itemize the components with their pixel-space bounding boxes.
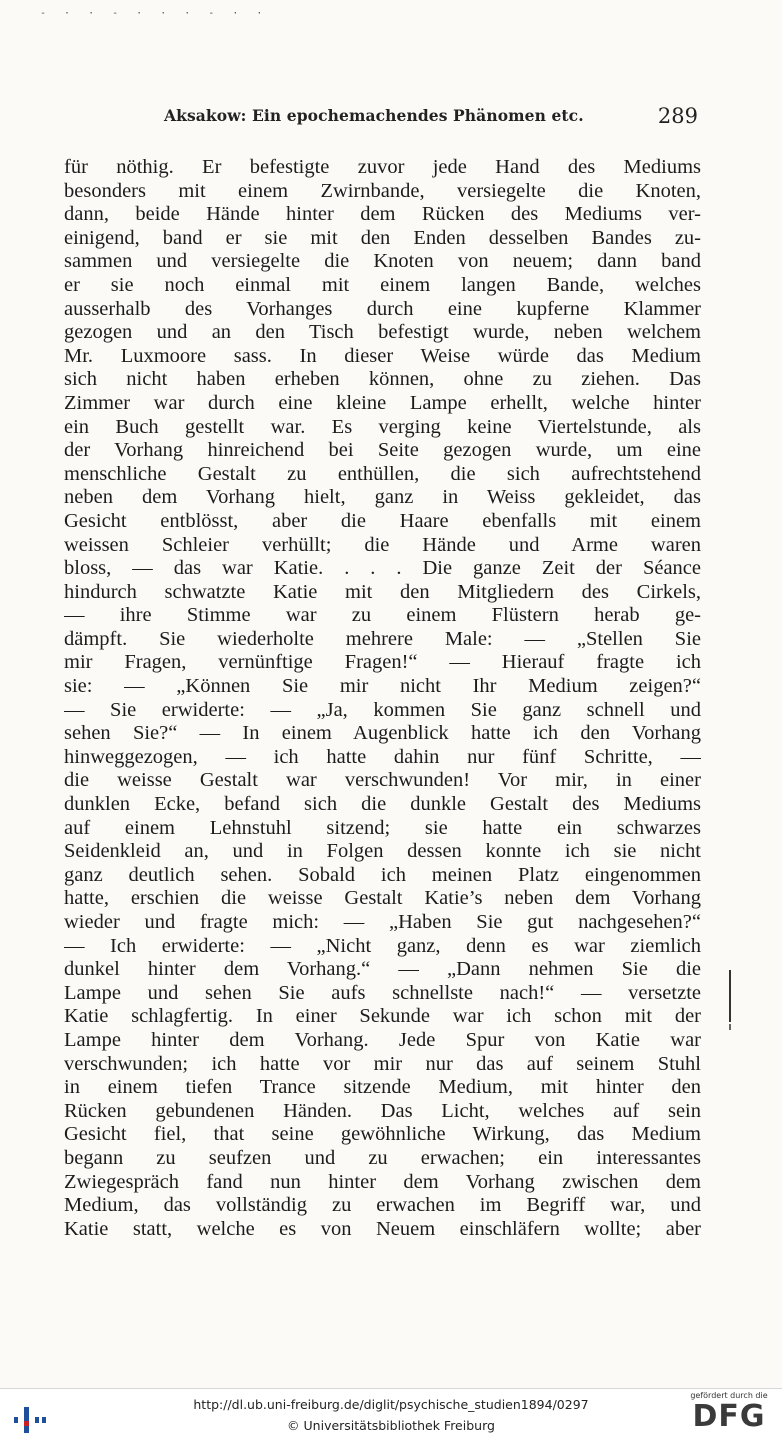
source-url[interactable]: http://dl.ub.uni-freiburg.de/diglit/psychische_studien1894/0297: [193, 1397, 589, 1412]
dfg-logo-icon: [686, 1391, 772, 1437]
text-line: begann zu seufzen und zu erwachen; ein interessantes: [64, 1146, 701, 1169]
text-line: Lampe und sehen Sie aufs schnellste nach!“ — versetzte: [64, 981, 701, 1004]
page-number: 289: [657, 104, 698, 128]
text-line: Lampe hinter dem Vorhang. Jede Spur von Katie war: [64, 1028, 701, 1051]
text-line: dämpft. Sie wiederholte mehrere Male: — „Stellen Sie: [64, 627, 701, 650]
margin-mark-dot: [729, 1024, 731, 1030]
text-line: einigend, band er sie mit den Enden desselben Bandes zu-: [64, 226, 701, 249]
text-line: menschliche Gestalt zu enthüllen, die sich aufrechtstehend: [64, 462, 701, 485]
text-line: — Sie erwiderte: — „Ja, kommen Sie ganz schnell und: [64, 698, 701, 721]
copyright-notice: © Universitätsbibliothek Freiburg: [287, 1418, 495, 1433]
text-line: gezogen und an den Tisch befestigt wurde, neben welchem: [64, 321, 701, 344]
text-line: — ihre Stimme war zu einem Flüstern herab ge-: [64, 604, 701, 627]
dfg-logo-text: DFG: [692, 1399, 766, 1434]
text-line: hindurch schwatzte Katie mit den Mitgliedern des Cirkels,: [64, 580, 701, 603]
text-line: ganz deutlich sehen. Sobald ich meinen Platz eingenommen: [64, 863, 701, 886]
text-line: bloss, — das war Katie. . . . Die ganze Zeit der Séance: [64, 557, 701, 580]
text-line: verschwunden; ich hatte vor mir nur das auf seinem Stuhl: [64, 1052, 701, 1075]
text-line: Mr. Luxmoore sass. In dieser Weise würde das Medium: [64, 344, 701, 367]
text-line: hatte, erschien die weisse Gestalt Katie’s neben dem Vorhang: [64, 887, 701, 910]
text-line: Seidenkleid an, und in Folgen dessen konnte ich sie nicht: [64, 840, 701, 863]
dfg-caption: gefördert durch die: [690, 1391, 768, 1400]
text-line: sie: — „Können Sie mir nicht Ihr Medium zeigen?“: [64, 675, 701, 698]
text-line: — Ich erwiderte: — „Nicht ganz, denn es war ziemlich: [64, 934, 701, 957]
text-line: sich nicht haben erheben können, ohne zu ziehen. Das: [64, 368, 701, 391]
text-line: Katie schlagfertig. In einer Sekunde war ich schon mit der: [64, 1005, 701, 1028]
text-line: Medium, das vollständig zu erwachen im Begriff war, und: [64, 1194, 701, 1217]
margin-mark: [729, 970, 731, 1022]
text-line: besonders mit einem Zwirnbande, versiegelte die Knoten,: [64, 179, 701, 202]
text-line: Rücken gebundenen Händen. Das Licht, welches auf sein: [64, 1099, 701, 1122]
viewer-footer: [0, 1388, 782, 1441]
text-line: ausserhalb des Vorhanges durch eine kupferne Klammer: [64, 297, 701, 320]
text-line: die weisse Gestalt war verschwunden! Vor mir, in einer: [64, 769, 701, 792]
text-line: dunklen Ecke, befand sich die dunkle Gestalt des Mediums: [64, 793, 701, 816]
text-line: hinweggezogen, — ich hatte dahin nur fünf Schritte, —: [64, 745, 701, 768]
text-line: sehen Sie?“ — In einem Augenblick hatte ich den Vorhang: [64, 722, 701, 745]
running-title: Aksakow: Ein epochemachendes Phänomen etc.: [164, 106, 584, 125]
text-line: mir Fragen, vernünftige Fragen!“ — Hierauf fragte ich: [64, 651, 701, 674]
text-line: ein Buch gestellt war. Es verging keine Viertelstunde, als: [64, 415, 701, 438]
text-line: Zimmer war durch eine kleine Lampe erhellt, welche hinter: [64, 391, 701, 414]
text-line: Zwiegespräch fand nun hinter dem Vorhang zwischen dem: [64, 1170, 701, 1193]
running-head: [160, 104, 720, 132]
text-line: Katie statt, welche es von Neuem einschläfern wollte; aber: [64, 1217, 701, 1240]
scan-artifact-strip: - · · - · · · - · ·: [40, 8, 269, 19]
text-line: weissen Schleier verhüllt; die Hände und Arme waren: [64, 533, 701, 556]
text-line: dunkel hinter dem Vorhang.“ — „Dann nehmen Sie die: [64, 958, 701, 981]
text-line: er sie noch einmal mit einem langen Bande, welches: [64, 273, 701, 296]
body-text: [64, 156, 701, 1241]
text-line: sammen und versiegelte die Knoten von neuem; dann band: [64, 250, 701, 273]
text-line: der Vorhang hinreichend bei Seite gezogen wurde, um eine: [64, 439, 701, 462]
text-line: in einem tiefen Trance sitzende Medium, mit hinter den: [64, 1076, 701, 1099]
text-line: wieder und fragte mich: — „Haben Sie gut nachgesehen?“: [64, 911, 701, 933]
text-line: auf einem Lehnstuhl sitzend; sie hatte ein schwarzes: [64, 816, 701, 839]
text-line: Gesicht entblösst, aber die Haare ebenfalls mit einem: [64, 509, 701, 532]
text-line: Gesicht fiel, that seine gewöhnliche Wirkung, das Medium: [64, 1123, 701, 1146]
text-line: dann, beide Hände hinter dem Rücken des Mediums ver-: [64, 203, 701, 226]
text-line: neben dem Vorhang hielt, ganz in Weiss gekleidet, das: [64, 486, 701, 509]
text-line: für nöthig. Er befestigte zuvor jede Hand des Mediums: [64, 156, 701, 178]
